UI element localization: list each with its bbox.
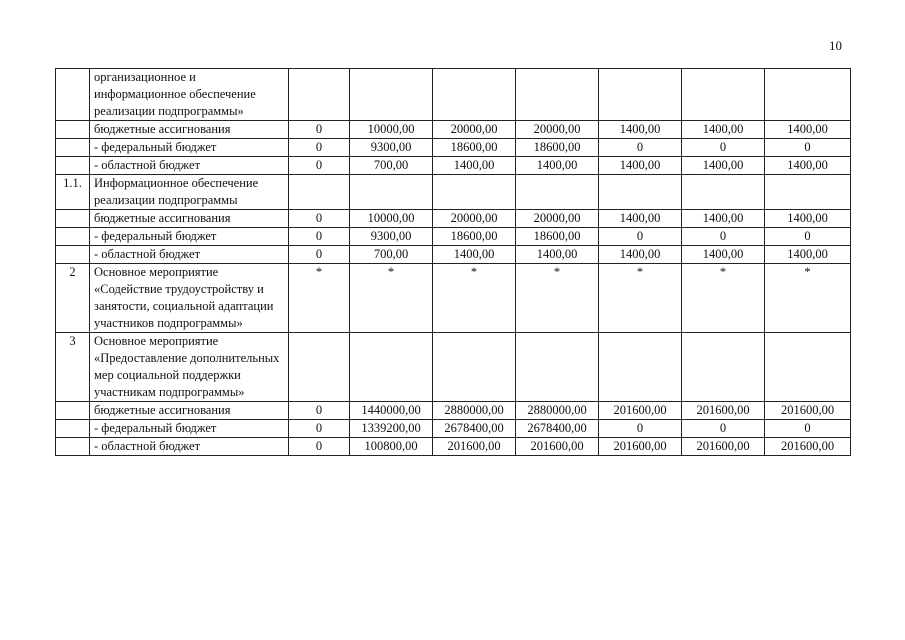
row-value <box>682 175 765 210</box>
row-value: 700,00 <box>350 157 433 175</box>
row-value: 201600,00 <box>599 438 682 456</box>
row-value: 0 <box>289 121 350 139</box>
row-value: 0 <box>765 139 851 157</box>
row-value: 0 <box>289 420 350 438</box>
row-value: * <box>516 264 599 333</box>
row-name: - федеральный бюджет <box>90 420 289 438</box>
table-row <box>56 246 851 264</box>
row-value: 0 <box>289 402 350 420</box>
row-value: 1400,00 <box>682 210 765 228</box>
row-value: 10000,00 <box>350 121 433 139</box>
row-value <box>682 69 765 121</box>
row-value <box>350 69 433 121</box>
row-value <box>599 333 682 402</box>
row-value: 0 <box>289 246 350 264</box>
row-value: 1400,00 <box>599 210 682 228</box>
row-value: 18600,00 <box>433 139 516 157</box>
row-name: бюджетные ассигнования <box>90 210 289 228</box>
row-name: - областной бюджет <box>90 246 289 264</box>
row-number <box>56 228 90 246</box>
row-number <box>56 246 90 264</box>
row-value: 0 <box>599 420 682 438</box>
row-value: 18600,00 <box>516 139 599 157</box>
row-number: 1.1. <box>56 175 90 210</box>
row-value: 9300,00 <box>350 139 433 157</box>
row-value: 1339200,00 <box>350 420 433 438</box>
row-value: 1400,00 <box>599 121 682 139</box>
row-value: 0 <box>682 420 765 438</box>
row-value: 100800,00 <box>350 438 433 456</box>
table-row <box>56 333 851 402</box>
row-name: - федеральный бюджет <box>90 228 289 246</box>
row-number <box>56 210 90 228</box>
row-value: * <box>765 264 851 333</box>
row-value: 0 <box>289 438 350 456</box>
row-value <box>765 175 851 210</box>
row-value: 201600,00 <box>433 438 516 456</box>
table-row <box>56 157 851 175</box>
row-value <box>516 69 599 121</box>
row-name: Информационное обеспечение реализации подпрограммы <box>90 175 289 210</box>
row-value <box>289 175 350 210</box>
row-name: - федеральный бюджет <box>90 139 289 157</box>
table-row <box>56 210 851 228</box>
row-value: 201600,00 <box>682 402 765 420</box>
table-row <box>56 438 851 456</box>
row-value: 1400,00 <box>682 157 765 175</box>
row-value: 20000,00 <box>516 210 599 228</box>
row-value: 0 <box>599 139 682 157</box>
row-number <box>56 157 90 175</box>
row-name: бюджетные ассигнования <box>90 402 289 420</box>
row-value: 0 <box>682 228 765 246</box>
row-value: * <box>599 264 682 333</box>
row-name: бюджетные ассигнования <box>90 121 289 139</box>
budget-table <box>55 68 851 456</box>
row-value: * <box>350 264 433 333</box>
row-name: - областной бюджет <box>90 157 289 175</box>
row-number <box>56 438 90 456</box>
row-number <box>56 69 90 121</box>
row-name: - областной бюджет <box>90 438 289 456</box>
row-value: 20000,00 <box>433 121 516 139</box>
row-value: 201600,00 <box>682 438 765 456</box>
row-value: 20000,00 <box>433 210 516 228</box>
table-row <box>56 264 851 333</box>
row-value: 2880000,00 <box>516 402 599 420</box>
row-name: Основное мероприятие «Предоставление дополнительных мер социальной поддержки участникам подпрограммы» <box>90 333 289 402</box>
row-number <box>56 121 90 139</box>
row-value: 1400,00 <box>516 157 599 175</box>
row-number: 2 <box>56 264 90 333</box>
row-value: 0 <box>765 228 851 246</box>
row-value: 1400,00 <box>765 157 851 175</box>
row-value <box>516 175 599 210</box>
row-value: 1400,00 <box>599 157 682 175</box>
row-value: 1400,00 <box>599 246 682 264</box>
row-value: 2678400,00 <box>433 420 516 438</box>
row-value <box>350 333 433 402</box>
row-value: 0 <box>682 139 765 157</box>
row-value: 201600,00 <box>765 402 851 420</box>
row-value <box>433 69 516 121</box>
row-number <box>56 402 90 420</box>
row-value: * <box>433 264 516 333</box>
row-value: 0 <box>289 139 350 157</box>
table-row <box>56 121 851 139</box>
row-value: 9300,00 <box>350 228 433 246</box>
table-row <box>56 139 851 157</box>
row-value: 1400,00 <box>682 246 765 264</box>
row-value <box>516 333 599 402</box>
row-value: 1400,00 <box>682 121 765 139</box>
table-row <box>56 420 851 438</box>
row-value: 1400,00 <box>433 157 516 175</box>
row-number: 3 <box>56 333 90 402</box>
row-value <box>682 333 765 402</box>
row-value: 0 <box>289 210 350 228</box>
row-name: Основное мероприятие «Содействие трудоустройству и занятости, социальной адаптации участников подпрограммы» <box>90 264 289 333</box>
row-value: 1400,00 <box>433 246 516 264</box>
row-value: 1400,00 <box>516 246 599 264</box>
row-name: организационное и информационное обеспечение реализации подпрограммы» <box>90 69 289 121</box>
row-value: 201600,00 <box>765 438 851 456</box>
row-value <box>433 333 516 402</box>
table-body <box>56 69 851 456</box>
row-value: 18600,00 <box>433 228 516 246</box>
table-row <box>56 69 851 121</box>
row-value <box>289 69 350 121</box>
row-value: 0 <box>289 157 350 175</box>
table-row <box>56 228 851 246</box>
row-value <box>599 175 682 210</box>
row-value <box>289 333 350 402</box>
row-value: 201600,00 <box>516 438 599 456</box>
table-row <box>56 175 851 210</box>
row-value: * <box>289 264 350 333</box>
row-value <box>765 333 851 402</box>
row-value: 1440000,00 <box>350 402 433 420</box>
row-value: 20000,00 <box>516 121 599 139</box>
row-number <box>56 139 90 157</box>
row-value: 1400,00 <box>765 121 851 139</box>
row-value: 2678400,00 <box>516 420 599 438</box>
row-value: 0 <box>765 420 851 438</box>
row-value: 2880000,00 <box>433 402 516 420</box>
row-value: 18600,00 <box>516 228 599 246</box>
row-value: 1400,00 <box>765 246 851 264</box>
row-value: 10000,00 <box>350 210 433 228</box>
row-value <box>765 69 851 121</box>
row-value <box>433 175 516 210</box>
row-value: 201600,00 <box>599 402 682 420</box>
table-row <box>56 402 851 420</box>
page-number: 10 <box>829 38 842 53</box>
row-value <box>350 175 433 210</box>
row-value <box>599 69 682 121</box>
row-value: 0 <box>599 228 682 246</box>
row-value: * <box>682 264 765 333</box>
row-value: 700,00 <box>350 246 433 264</box>
row-value: 0 <box>289 228 350 246</box>
row-number <box>56 420 90 438</box>
row-value: 1400,00 <box>765 210 851 228</box>
